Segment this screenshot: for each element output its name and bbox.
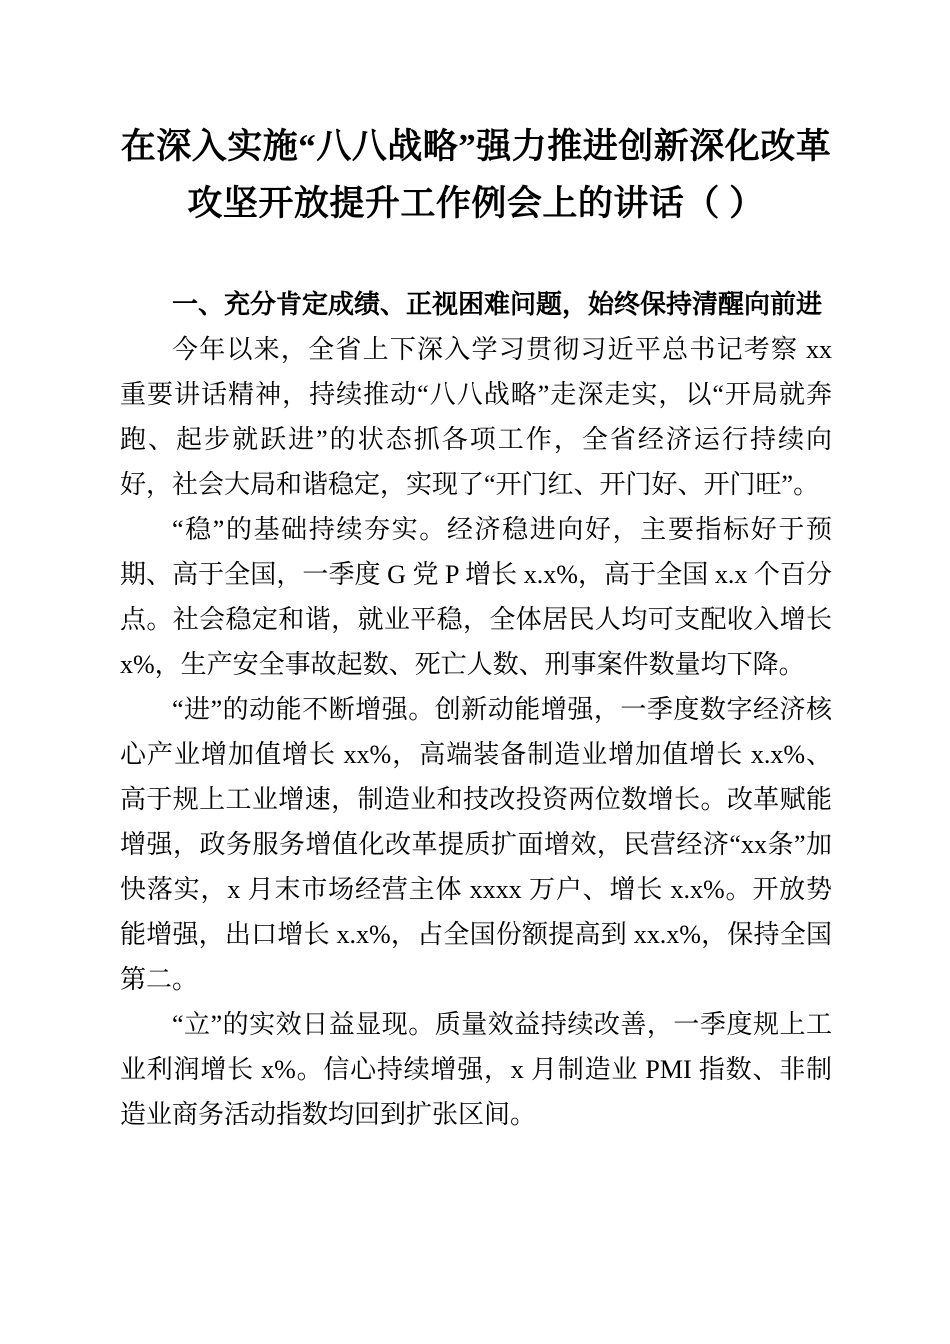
paragraph-1: 今年以来，全省上下深入学习贯彻习近平总书记考察 xx 重要讲话精神，持续推动“八八战略”走深走实，以“开局就奔跑、起步就跃进”的状态抓各项工作，全省经济运行持续向好，社会大局和谐稳定，实现了“开门红、开门好、开门旺”。 — [120, 335, 832, 499]
document-title: 在深入实施“八八战略”强力推进创新深化改革攻坚开放提升工作例会上的讲话（ ） — [120, 127, 832, 223]
paragraph-3: “进”的动能不断增强。创新动能增强，一季度数字经济核心产业增加值增长 xx%，高端装备制造业增加值增长 x.x%、高于规上工业增速，制造业和技改投资两位数增长。改革赋能增强，政务服务增值化改革提质扩面增效，民营经济“xx条”加快落实，x 月末市场经营主体 xxxx 万户、增长 x.x%。开放势能增强，出口增长 x.x%，占全国份额提高到 xx.x%，保持全国第二。 — [120, 695, 832, 994]
paragraph-4: “立”的实效日益显现。质量效益持续改善，一季度规上工业利润增长 x%。信心持续增强，x 月制造业 PMI 指数、非制造业商务活动指数均回到扩张区间。 — [120, 1010, 832, 1129]
section-heading: 一、充分肯定成绩、正视困难问题，始终保持清醒向前进 — [172, 290, 823, 319]
paragraph-2: “稳”的基础持续夯实。经济稳进向好，主要指标好于预期、高于全国，一季度 G 党 P 增长 x.x%，高于全国 x.x 个百分点。社会稳定和谐，就业平稳，全体居民人均可支配收入增长x%，生产安全事故起数、死亡人数、刑事案件数量均下降。 — [120, 515, 832, 679]
